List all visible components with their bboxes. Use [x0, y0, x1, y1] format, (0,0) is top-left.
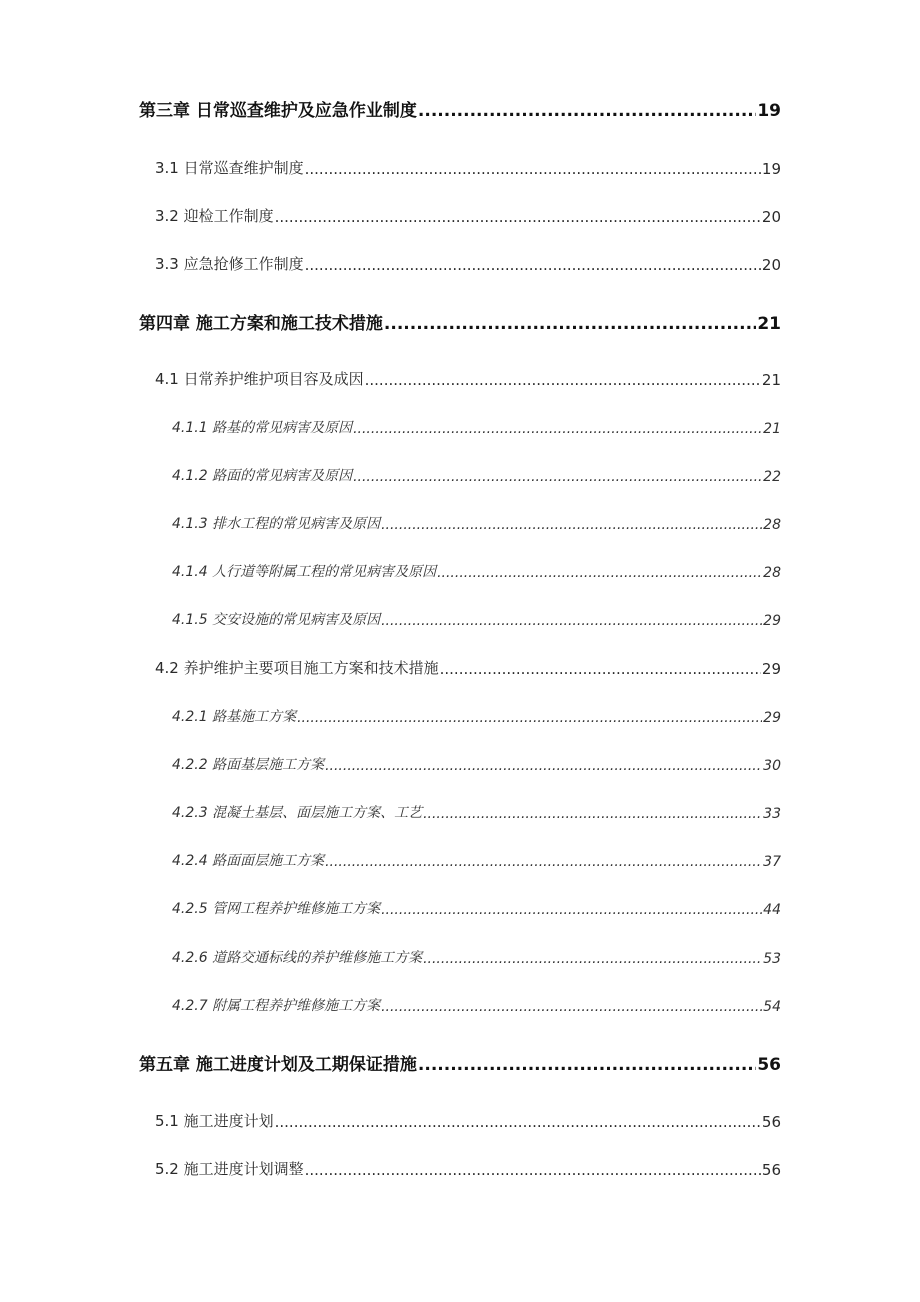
toc-entry-title: 5.1 施工进度计划 — [155, 1112, 274, 1130]
toc-entry-subsection-4-2-3[interactable] — [172, 802, 781, 822]
toc-entry-section-4-1[interactable] — [155, 367, 781, 389]
toc-entry-title: 4.1 日常养护维护项目容及成因 — [155, 370, 364, 388]
dot-leader — [353, 421, 762, 437]
toc-entry-page: 19 — [757, 101, 781, 121]
toc-entry-page: 21 — [761, 371, 781, 389]
dot-leader — [381, 902, 762, 918]
toc-entry-section-3-2[interactable] — [155, 204, 781, 226]
dot-leader — [305, 1161, 761, 1179]
toc-entry-title: 4.1.4 人行道等附属工程的常见病害及原因 — [172, 564, 437, 580]
toc-entry-title: 4.2.7 附属工程养护维修施工方案 — [172, 998, 381, 1014]
toc-entry-page: 29 — [763, 613, 781, 629]
toc-entry-subsection-4-2-1[interactable] — [172, 706, 781, 726]
toc-entry-title: 4.2.4 路面面层施工方案 — [172, 853, 325, 869]
toc-entry-page: 28 — [763, 565, 781, 581]
toc-entry-page: 54 — [763, 999, 781, 1015]
toc-entry-title: 3.3 应急抢修工作制度 — [155, 255, 304, 273]
toc-entry-page: 21 — [763, 421, 781, 437]
dot-leader — [384, 314, 756, 334]
dot-leader — [423, 806, 762, 822]
toc-entry-page: 29 — [763, 710, 781, 726]
toc-entry-page: 56 — [761, 1161, 781, 1179]
toc-entry-title: 4.1.3 排水工程的常见病害及原因 — [172, 516, 381, 532]
dot-leader — [275, 208, 761, 226]
dot-leader — [418, 101, 756, 121]
toc-entry-subsection-4-2-7[interactable] — [172, 995, 781, 1015]
toc-entry-chapter-4[interactable] — [139, 310, 781, 334]
toc-entry-section-3-3[interactable] — [155, 252, 781, 274]
toc-entry-title: 4.2.3 混凝土基层、面层施工方案、工艺 — [172, 805, 423, 821]
dot-leader — [381, 517, 762, 533]
dot-leader — [381, 613, 762, 629]
dot-leader — [437, 565, 762, 581]
toc-entry-page: 20 — [761, 256, 781, 274]
toc-entry-title: 4.2.2 路面基层施工方案 — [172, 757, 325, 773]
dot-leader — [305, 160, 761, 178]
toc-entry-section-5-1[interactable] — [155, 1109, 781, 1131]
toc-entry-page: 37 — [763, 854, 781, 870]
toc-entry-page: 56 — [761, 1113, 781, 1131]
toc-entry-title: 4.1.5 交安设施的常见病害及原因 — [172, 612, 381, 628]
dot-leader — [325, 758, 762, 774]
toc-entry-title: 4.2.5 管网工程养护维修施工方案 — [172, 901, 381, 917]
toc-entry-page: 29 — [761, 660, 781, 678]
dot-leader — [381, 999, 762, 1015]
toc-entry-subsection-4-1-3[interactable] — [172, 513, 781, 533]
toc-entry-title: 第三章 日常巡查维护及应急作业制度 — [139, 101, 417, 121]
toc-entry-page: 20 — [761, 208, 781, 226]
toc-entry-title: 4.2.6 道路交通标线的养护维修施工方案 — [172, 950, 423, 966]
toc-entry-section-5-2[interactable] — [155, 1157, 781, 1179]
dot-leader — [325, 854, 762, 870]
toc-entry-subsection-4-2-4[interactable] — [172, 850, 781, 870]
toc-entry-chapter-5[interactable] — [139, 1051, 781, 1075]
toc-entry-title: 3.2 迎检工作制度 — [155, 207, 274, 225]
dot-leader — [353, 469, 762, 485]
dot-leader — [305, 256, 761, 274]
toc-entry-page: 56 — [757, 1055, 781, 1075]
toc-entry-subsection-4-2-2[interactable] — [172, 754, 781, 774]
toc-entry-title: 第四章 施工方案和施工技术措施 — [139, 314, 383, 334]
dot-leader — [440, 660, 761, 678]
dot-leader — [418, 1055, 756, 1075]
dot-leader — [275, 1113, 761, 1131]
toc-entry-subsection-4-1-4[interactable] — [172, 561, 781, 581]
toc-entry-title: 第五章 施工进度计划及工期保证措施 — [139, 1055, 417, 1075]
toc-entry-subsection-4-2-6[interactable] — [172, 947, 781, 967]
toc-entry-subsection-4-1-2[interactable] — [172, 465, 781, 485]
dot-leader — [365, 371, 761, 389]
toc-entry-page: 44 — [763, 902, 781, 918]
toc-entry-page: 28 — [763, 517, 781, 533]
dot-leader — [423, 951, 762, 967]
toc-entry-chapter-3[interactable] — [139, 97, 781, 121]
toc-entry-title: 5.2 施工进度计划调整 — [155, 1160, 304, 1178]
toc-entry-title: 4.2 养护维护主要项目施工方案和技术措施 — [155, 659, 439, 677]
toc-entry-section-3-1[interactable] — [155, 156, 781, 178]
toc-entry-page: 22 — [763, 469, 781, 485]
dot-leader — [297, 710, 762, 726]
toc-entry-page: 21 — [757, 314, 781, 334]
toc-entry-page: 19 — [761, 160, 781, 178]
toc-entry-subsection-4-1-5[interactable] — [172, 609, 781, 629]
toc-entry-section-4-2[interactable] — [155, 656, 781, 678]
toc-entry-title: 4.1.2 路面的常见病害及原因 — [172, 468, 353, 484]
toc-entry-title: 3.1 日常巡查维护制度 — [155, 159, 304, 177]
toc-entry-page: 30 — [763, 758, 781, 774]
toc-entry-subsection-4-1-1[interactable] — [172, 417, 781, 437]
toc-entry-page: 53 — [763, 951, 781, 967]
toc-entry-page: 33 — [763, 806, 781, 822]
toc-entry-title: 4.1.1 路基的常见病害及原因 — [172, 420, 353, 436]
toc-entry-subsection-4-2-5[interactable] — [172, 898, 781, 918]
toc-entry-title: 4.2.1 路基施工方案 — [172, 709, 297, 725]
